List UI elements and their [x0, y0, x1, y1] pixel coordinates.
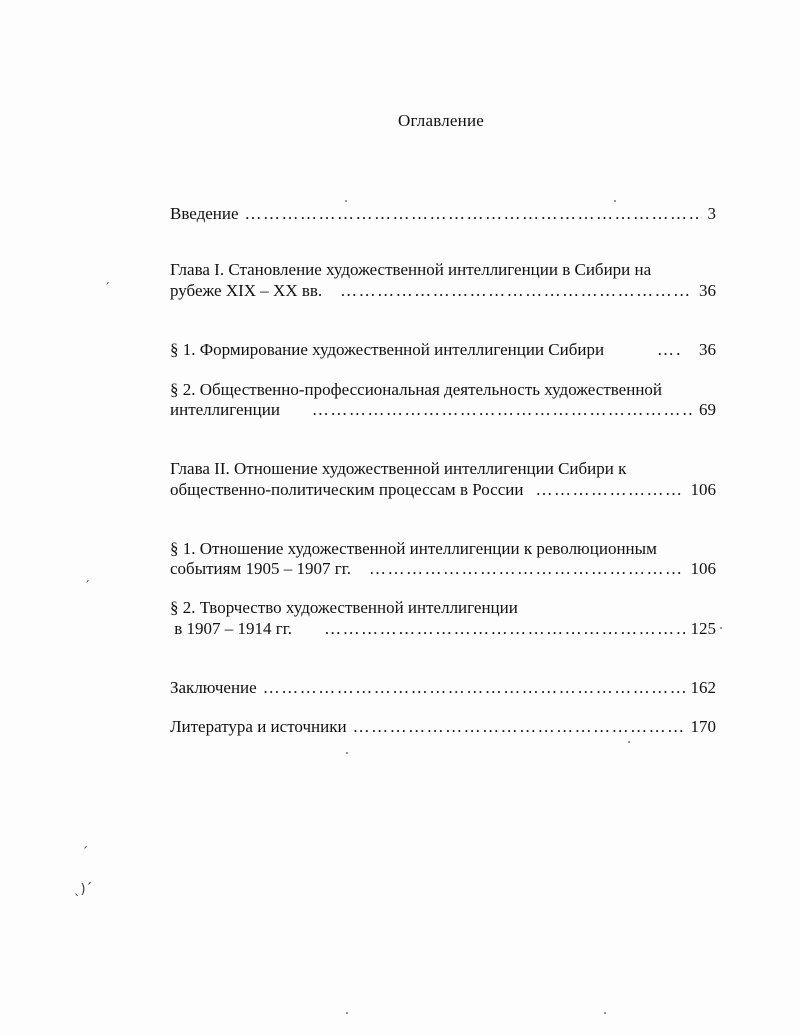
scan-speck	[628, 741, 630, 743]
dot-leader	[312, 400, 693, 420]
scan-speck	[346, 752, 348, 754]
toc-entry-conclusion	[170, 678, 716, 698]
toc-entry-literature	[170, 717, 716, 737]
toc-entry-label: интеллигенции	[170, 400, 280, 419]
scan-speck	[604, 1012, 606, 1014]
toc-page-number: 170	[690, 717, 716, 736]
toc-entry-section-2-1-line-1: § 1. Отношение художественной интеллигенции к революционным	[170, 539, 657, 558]
toc-entry-label: общественно-политическим процессам в России	[170, 480, 524, 499]
toc-entry-chapter-2	[170, 480, 716, 500]
toc-page-number: 106	[690, 559, 716, 578]
toc-entry-label: в 1907 – 1914 гг.	[170, 619, 293, 638]
dot-leader	[245, 204, 702, 224]
scan-mark: ˊ	[104, 281, 110, 295]
toc-entry-chapter-1-line-1: Глава I. Становление художественной интеллигенции в Сибири на	[170, 260, 652, 279]
scan-speck	[346, 1012, 348, 1014]
toc-page-number: 69	[699, 400, 716, 419]
dot-leader	[324, 619, 688, 639]
scan-speck	[614, 200, 616, 202]
toc-entry-label: Литература и источники	[170, 717, 347, 736]
toc-entry-label: Введение	[170, 204, 239, 223]
toc-page-number: 36	[699, 340, 716, 359]
toc-entry-section-1-2-line-1: § 2. Общественно-профессиональная деятельность художественной	[170, 380, 663, 399]
toc-page-number: 3	[707, 204, 716, 223]
toc-entry-chapter-1	[170, 281, 716, 301]
toc-entry-chapter-2-line-1: Глава II. Отношение художественной интеллигенции Сибири к	[170, 459, 627, 478]
toc-page-number: 162	[690, 678, 716, 697]
page-title: Оглавление	[398, 111, 484, 130]
toc-entry-section-1-2	[170, 400, 716, 420]
dot-leader	[263, 678, 685, 698]
toc-entry-section-2-2-line-1: § 2. Творчество художественной интеллигенции	[170, 598, 518, 617]
toc-page-number: 106	[690, 480, 716, 499]
scan-speck	[720, 627, 722, 629]
toc-entry-section-2-2	[170, 619, 716, 639]
toc-entry-section-1-1	[170, 340, 716, 360]
dot-leader	[369, 559, 685, 579]
dot-leader	[535, 480, 684, 500]
toc-entry-label: рубеже XIX – XX вв.	[170, 281, 323, 300]
toc-entry-label: § 1. Формирование художественной интеллигенции Сибири	[170, 340, 605, 359]
toc-entry-intro	[170, 204, 716, 224]
dot-leader	[657, 340, 683, 360]
toc-entry-section-2-1	[170, 559, 716, 579]
toc-page-number: 125	[690, 619, 716, 638]
scan-mark: ˊ	[82, 845, 88, 859]
scan-mark: ˎ)ˊ	[74, 882, 93, 897]
toc-page-number: 36	[699, 281, 716, 300]
dot-leader	[340, 281, 693, 301]
toc-entry-label: Заключение	[170, 678, 257, 697]
scan-speck	[345, 200, 347, 202]
scan-mark: ˊ	[84, 579, 90, 593]
dot-leader	[353, 717, 685, 737]
toc-entry-label: событиям 1905 – 1907 гг.	[170, 559, 351, 578]
